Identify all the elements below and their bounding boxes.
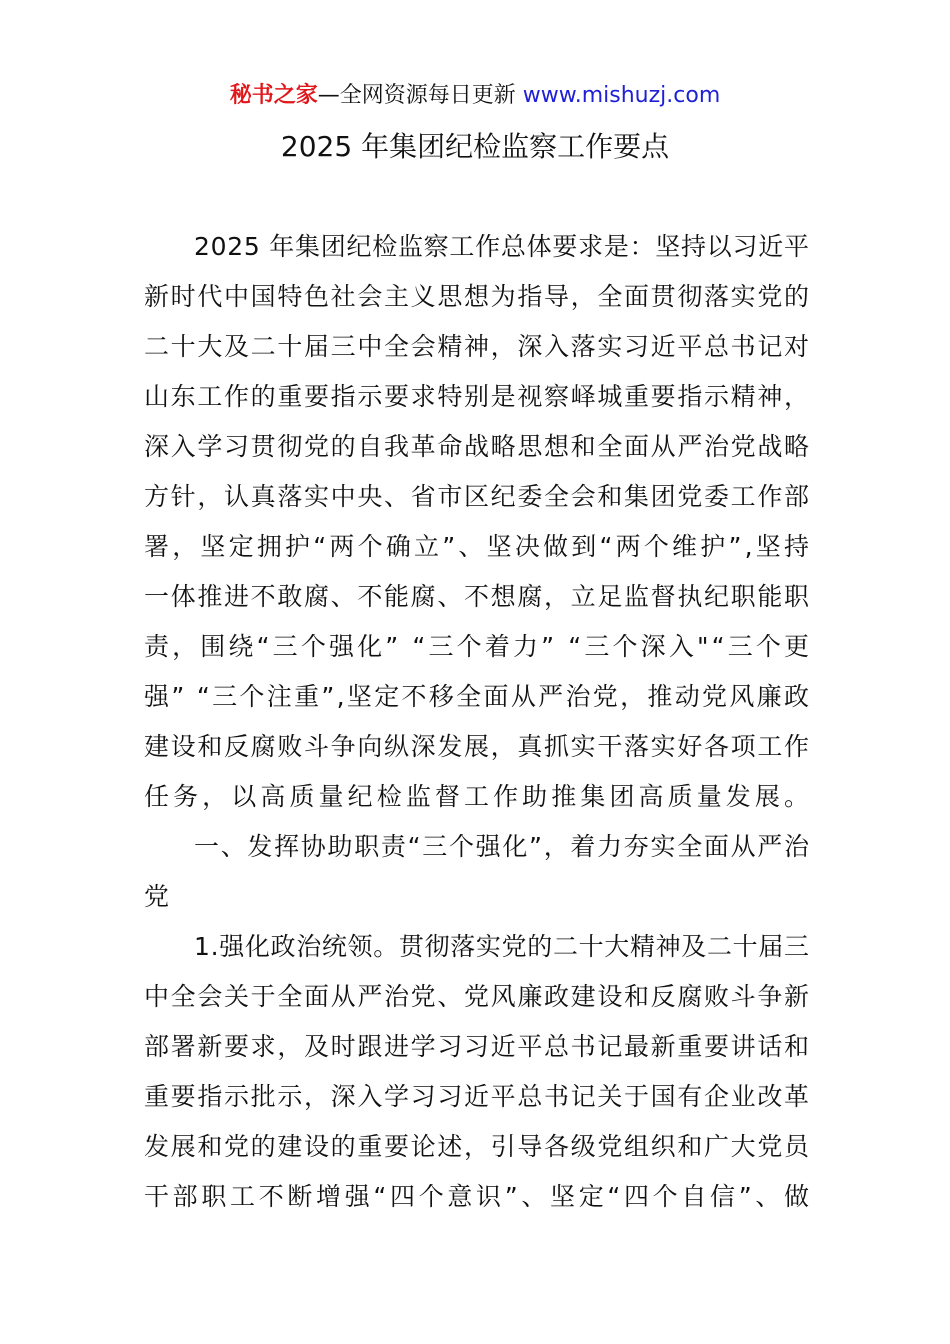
text-line: 部署新要求，及时跟进学习习近平总书记最新重要讲话和 [144,1032,811,1061]
text-line: 一、发挥协助职责“三个强化”，着力夯实全面从严治 [194,832,811,861]
text-line: 任务，以高质量纪检监督工作助推集团高质量发展。 [144,782,814,811]
page-title: 2025 年集团纪检监察工作要点 [280,130,670,163]
text-line: 重要指示批示，深入学习习近平总书记关于国有企业改革 [144,1082,811,1111]
text-line: 新时代中国特色社会主义思想为指导，全面贯彻落实党的 [144,282,811,311]
text-line: 山东工作的重要指示要求特别是视察峄城重要指示精神， [144,382,811,411]
text-line: 一体推进不敢腐、不能腐、不想腐，立足监督执纪职能职 [144,582,811,611]
site-header [0,80,950,112]
text-line: 方针，认真落实中央、省市区纪委全会和集团党委工作部 [144,482,811,511]
text-line: 党 [144,882,170,911]
document-body [144,222,814,1222]
text-line: 强” “三个注重”,坚定不移全面从严治党，推动党风廉政 [144,682,812,711]
text-line: 责，围绕“三个强化” “三个着力” “三个深入"“三个更 [144,632,813,661]
text-line: 二十大及二十届三中全会精神，深入落实习近平总书记对 [144,332,811,361]
site-url-link[interactable]: www.mishuzj.com [522,83,721,108]
text-line: 2025 年集团纪检监察工作总体要求是：坚持以习近平 [194,232,810,261]
text-line: 发展和党的建设的重要论述，引导各级党组织和广大党员 [144,1132,811,1161]
text-line: 干部职工不断增强“四个意识”、坚定“四个自信”、做 [144,1182,813,1211]
header-tagline: —全网资源每日更新 [317,83,523,108]
text-line: 1.强化政治统领。贯彻落实党的二十大精神及二十届三 [194,932,810,961]
text-line: 深入学习贯彻党的自我革命战略思想和全面从严治党战略 [144,432,811,461]
brand-name: 秘书之家 [229,83,318,108]
text-line: 中全会关于全面从严治党、党风廉政建设和反腐败斗争新 [144,982,811,1011]
text-line: 建设和反腐败斗争向纵深发展，真抓实干落实好各项工作 [144,732,811,761]
text-line: 署，坚定拥护“两个确立”、坚决做到“两个维护”,坚持 [144,532,813,561]
